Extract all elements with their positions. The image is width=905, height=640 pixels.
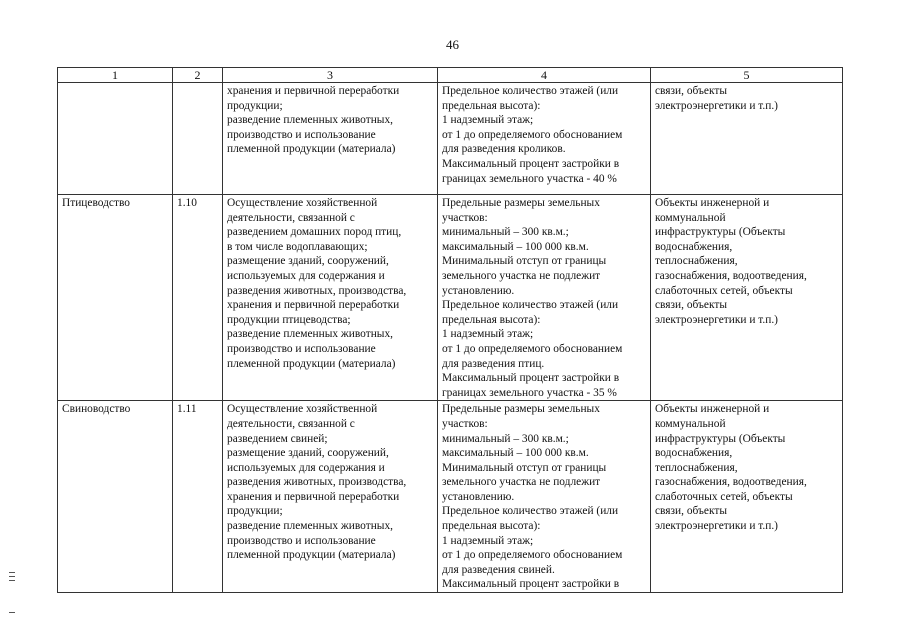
row-name-cell <box>58 401 173 593</box>
row-parameters-text: Предельные размеры земельных участков: минимальный – 300 кв.м.; максимальный – 100 000 кв.м. Минимальный отступ от границы земельного участка не подлежит установлению. Предельное количество этажей (или предельная высота): 1 надземный этаж; от 1 до определяемого обоснованием для разведения свиней. Максимальный процент застройки в <box>442 403 623 591</box>
column-header: 1 <box>58 68 173 83</box>
row-objects-cell: Объекты инженерной и коммунальной инфраструктуры (Объекты водоснабжения, теплоснабжения, газоснабжения, водоотведения, слаботочных сетей, объекты связи, объекты электроэнергетики и т.п.) <box>651 195 843 401</box>
row-objects-text: Объекты инженерной и коммунальной инфраструктуры (Объекты водоснабжения, теплоснабжения, газоснабжения, водоотведения, слаботочных сетей, объекты связи, объекты электроэнергетики и т.п.) <box>655 403 807 533</box>
row-code-cell: 1.10 <box>173 195 223 401</box>
row-code-text: 1.11 <box>177 403 197 416</box>
column-header: 4 <box>438 68 651 83</box>
land-use-table <box>57 67 843 593</box>
margin-mark <box>9 572 15 573</box>
row-objects-cell <box>651 401 843 593</box>
row-objects-cell: связи, объекты электроэнергетики и т.п.) <box>651 83 843 195</box>
margin-mark <box>9 612 15 613</box>
row-parameters-cell <box>438 401 651 593</box>
page-number: 46 <box>446 37 459 52</box>
row-description-text: Осуществление хозяйственной деятельности, связанной с разведением свиней; размещение зданий, сооружений, используемых для содержания и разведения животных, производства, хранения и первичной переработки продукции; разведение племенных животных, производство и использование племенной продукции (материала) <box>227 403 407 562</box>
table-row <box>58 83 843 195</box>
row-code-cell <box>173 401 223 593</box>
row-name-text: Свиноводство <box>62 403 131 416</box>
table-row <box>58 195 843 401</box>
table-header-row <box>58 68 843 83</box>
margin-mark <box>9 580 15 581</box>
column-header: 3 <box>223 68 438 83</box>
row-description-cell: хранения и первичной переработки продукции; разведение племенных животных, производство и использование племенной продукции (материала) <box>223 83 438 195</box>
column-header: 2 <box>173 68 223 83</box>
row-name-cell <box>58 83 173 195</box>
table-row <box>58 401 843 593</box>
row-description-cell: Осуществление хозяйственной деятельности, связанной с разведением домашних пород птиц, в том числе водоплавающих; размещение зданий, сооружений, используемых для содержания и разведения животных, производства, хранения и первичной переработки продукции птицеводства; разведение племенных животных, производство и использование племенной продукции (материала) <box>223 195 438 401</box>
row-parameters-cell: Предельное количество этажей (или предельная высота): 1 надземный этаж; от 1 до определяемого обоснованием для разведения кроликов. Максимальный процент застройки в границах земельного участка - 40 % <box>438 83 651 195</box>
row-description-cell <box>223 401 438 593</box>
row-name-cell: Птицеводство <box>58 195 173 401</box>
row-code-cell <box>173 83 223 195</box>
row-parameters-cell: Предельные размеры земельных участков: минимальный – 300 кв.м.; максимальный – 100 000 кв.м. Минимальный отступ от границы земельного участка не подлежит установлению. Предельное количество этажей (или предельная высота): 1 надземный этаж; от 1 до определяемого обоснованием для разведения птиц. Максимальный процент застройки в границах земельного участка - 35 % <box>438 195 651 401</box>
margin-mark <box>9 576 15 577</box>
column-header: 5 <box>651 68 843 83</box>
